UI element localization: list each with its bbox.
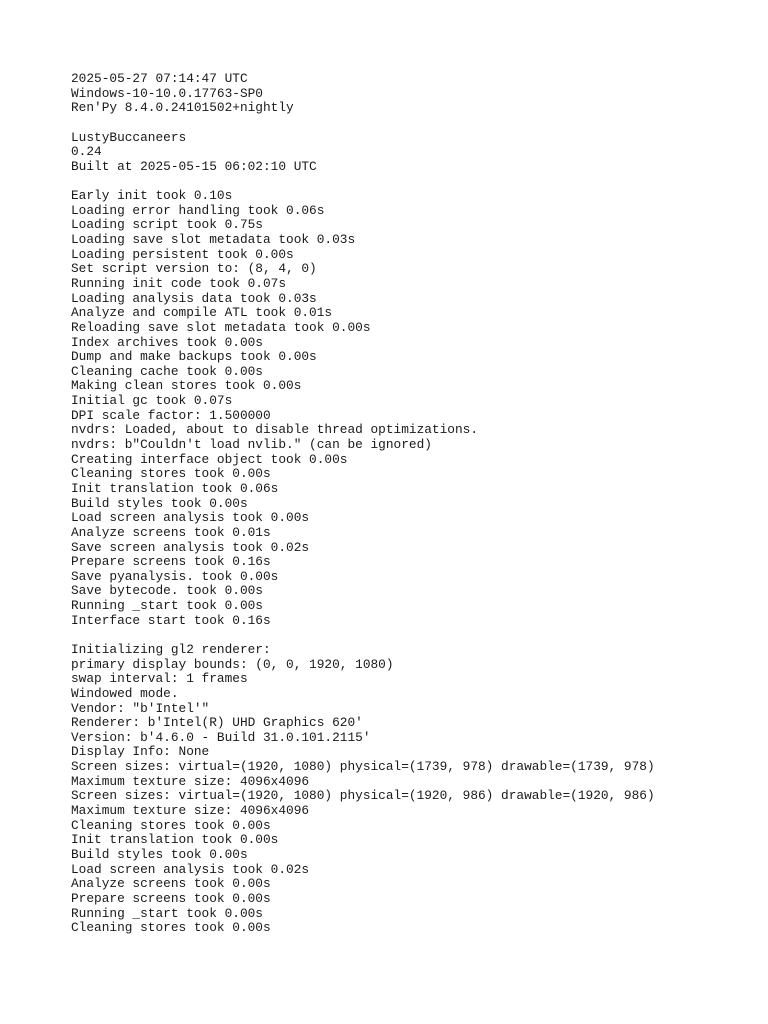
log-line: Loading analysis data took 0.03s (71, 290, 317, 306)
log-line (71, 628, 761, 643)
log-line: Windows-10-10.0.17763-SP0 (71, 85, 263, 101)
log-line: Creating interface object took 0.00s (71, 451, 348, 467)
log-line: Save screen analysis took 0.02s (71, 539, 310, 555)
log-text (71, 72, 761, 936)
log-line: Analyze and compile ATL took 0.01s (71, 305, 333, 321)
log-line: Screen sizes: virtual=(1920, 1080) physical=(1739, 978) drawable=(1739, 978) (71, 759, 655, 775)
log-line: Cleaning stores took 0.00s (71, 920, 271, 936)
log-line: Analyze screens took 0.00s (71, 876, 271, 892)
log-line: Maximum texture size: 4096x4096 (71, 803, 310, 819)
log-line: Interface start took 0.16s (71, 612, 271, 628)
log-line: Loading persistent took 0.00s (71, 246, 294, 262)
log-line: DPI scale factor: 1.500000 (71, 407, 271, 423)
log-line: Renderer: b'Intel(R) UHD Graphics 620' (71, 715, 363, 731)
log-line: LustyBuccaneers (71, 129, 187, 145)
log-line: Early init took 0.10s (71, 188, 233, 204)
log-line: Set script version to: (8, 4, 0) (71, 261, 317, 277)
log-line: Cleaning stores took 0.00s (71, 817, 271, 833)
log-line: Running init code took 0.07s (71, 275, 287, 291)
log-line: Init translation took 0.06s (71, 480, 279, 496)
log-line: Prepare screens took 0.00s (71, 890, 271, 906)
log-line: Init translation took 0.00s (71, 832, 279, 848)
log-line: Display Info: None (71, 744, 210, 760)
log-line (71, 116, 761, 131)
log-line: nvdrs: b"Couldn't load nvlib." (can be ignored) (71, 437, 432, 453)
log-line: Built at 2025-05-15 06:02:10 UTC (71, 158, 317, 174)
log-line: Running _start took 0.00s (71, 905, 263, 921)
log-line: Load screen analysis took 0.02s (71, 861, 310, 877)
log-line: Ren'Py 8.4.0.24101502+nightly (71, 100, 294, 116)
log-line: Load screen analysis took 0.00s (71, 510, 310, 526)
log-line: Save pyanalysis. took 0.00s (71, 568, 279, 584)
log-line: Loading save slot metadata took 0.03s (71, 232, 356, 248)
log-line: Running _start took 0.00s (71, 598, 263, 614)
log-line: Loading script took 0.75s (71, 217, 263, 233)
log-line: Initializing gl2 renderer: (71, 641, 271, 657)
log-line: swap interval: 1 frames (71, 671, 248, 687)
log-line: Screen sizes: virtual=(1920, 1080) physical=(1920, 986) drawable=(1920, 986) (71, 788, 655, 804)
log-line: Initial gc took 0.07s (71, 393, 233, 409)
log-line: Save bytecode. took 0.00s (71, 583, 263, 599)
log-line: Reloading save slot metadata took 0.00s (71, 319, 371, 335)
log-line: 2025-05-27 07:14:47 UTC (71, 71, 248, 86)
log-line: Build styles took 0.00s (71, 495, 248, 511)
log-line: primary display bounds: (0, 0, 1920, 1080) (71, 656, 394, 672)
log-line: Build styles took 0.00s (71, 846, 248, 862)
log-line: Version: b'4.6.0 - Build 31.0.101.2115' (71, 729, 371, 745)
log-line: 0.24 (71, 144, 102, 160)
log-line: Prepare screens took 0.16s (71, 554, 271, 570)
log-line: Vendor: "b'Intel'" (71, 700, 210, 716)
log-line: Maximum texture size: 4096x4096 (71, 773, 310, 789)
log-line: Analyze screens took 0.01s (71, 524, 271, 540)
log-line (71, 174, 761, 189)
log-line: Loading error handling took 0.06s (71, 202, 325, 218)
log-line: Windowed mode. (71, 685, 179, 701)
log-line: Making clean stores took 0.00s (71, 378, 302, 394)
log-line: nvdrs: Loaded, about to disable thread optimizations. (71, 422, 479, 438)
log-line: Cleaning cache took 0.00s (71, 363, 263, 379)
log-line: Index archives took 0.00s (71, 334, 263, 350)
log-line: Cleaning stores took 0.00s (71, 466, 271, 482)
log-line: Dump and make backups took 0.00s (71, 349, 317, 365)
